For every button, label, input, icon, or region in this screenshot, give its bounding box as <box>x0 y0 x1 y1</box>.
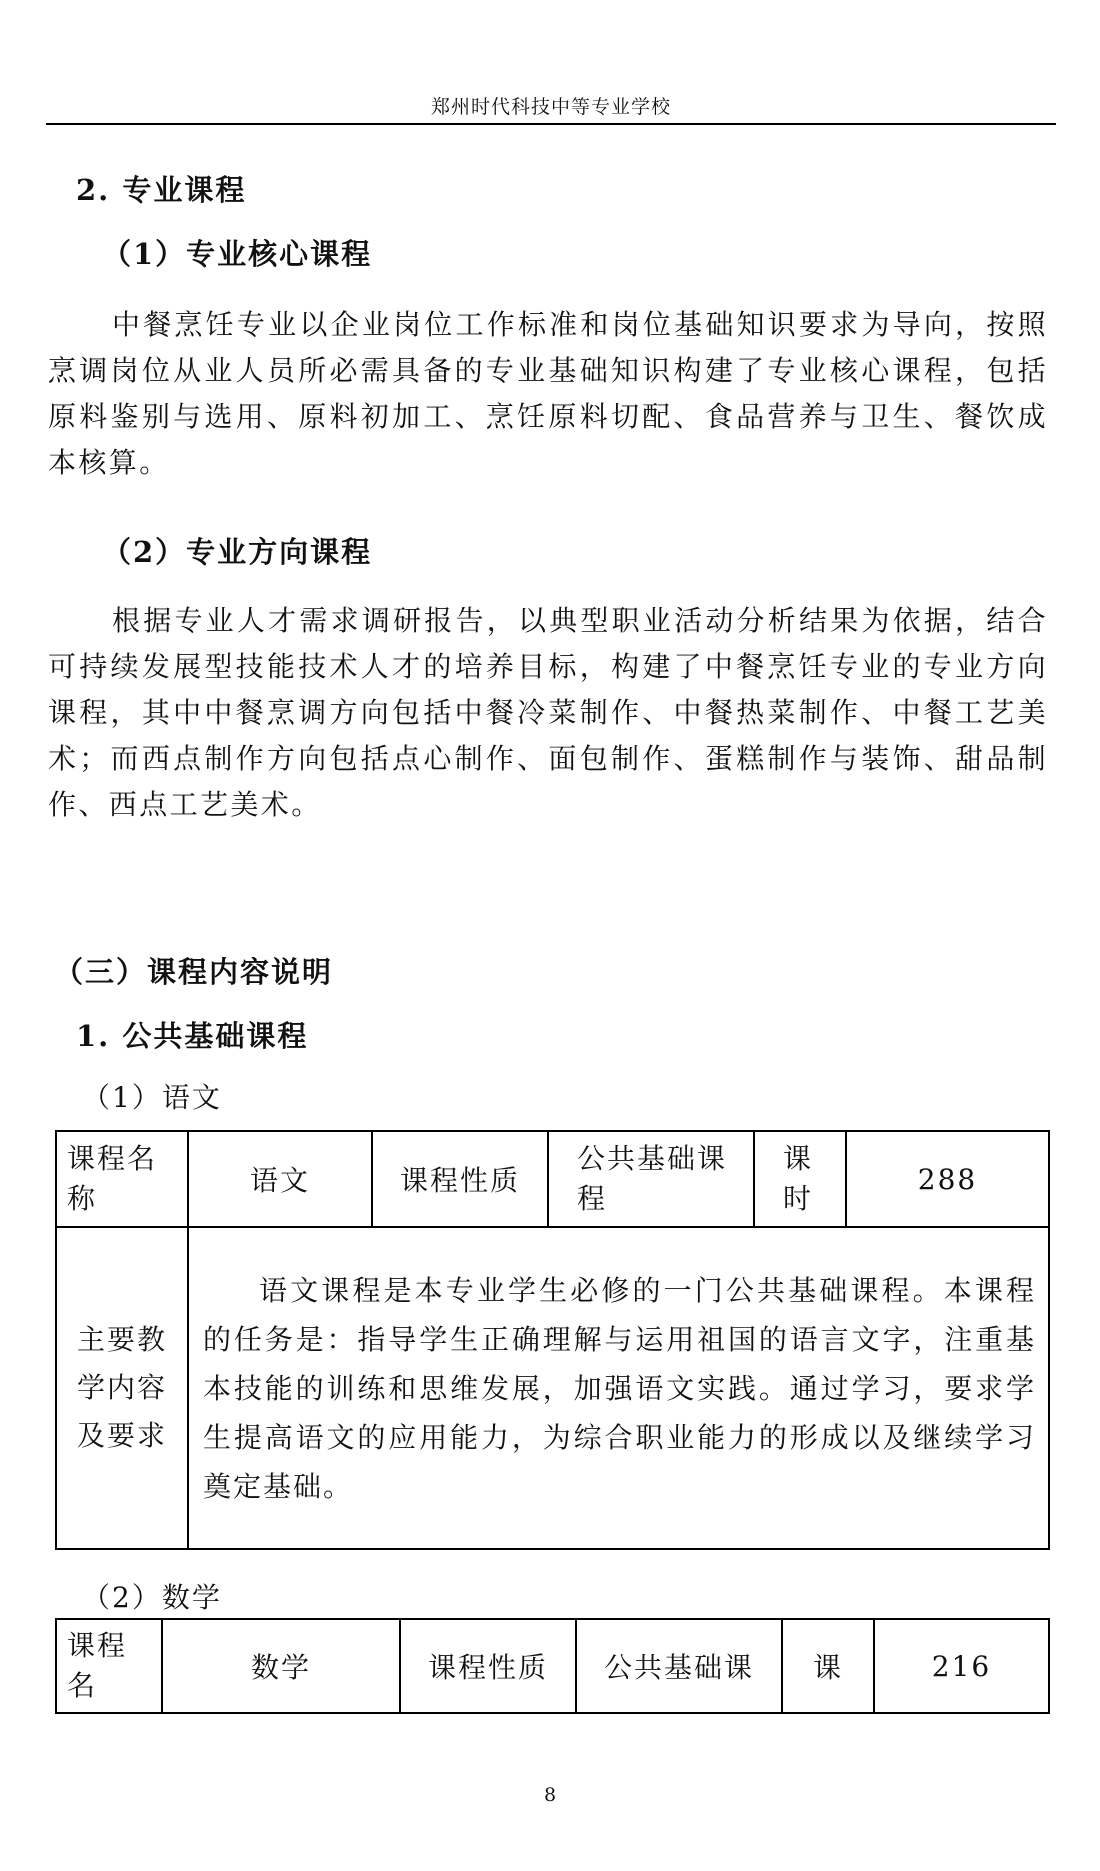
course-table-chinese <box>55 1130 1050 1550</box>
course-nature-label: 课程性质 <box>372 1131 548 1227</box>
paragraph-core-courses: 中餐烹饪专业以企业岗位工作标准和岗位基础知识要求为导向，按照烹调岗位从业人员所必需具备的专业基础知识构建了专业核心课程，包括原料鉴别与选用、原料初加工、烹饪原料切配、食品营养与卫生、餐饮成本核算。 <box>48 308 1048 479</box>
course-name-value: 语文 <box>188 1131 372 1227</box>
subheading-public-basic-courses: 1. 公共基础课程 <box>76 1019 309 1053</box>
course-content-label: 主要教学内容及要求 <box>56 1227 188 1549</box>
course-name-label: 课程名称 <box>56 1131 188 1227</box>
course-label-math: （2）数学 <box>82 1581 222 1614</box>
subheading-direction-courses: （2）专业方向课程 <box>102 535 373 569</box>
table-row <box>56 1227 1049 1549</box>
course-hours-label: 课时 <box>754 1131 846 1227</box>
course-label-chinese: （1）语文 <box>82 1081 222 1114</box>
course-hours-value: 288 <box>846 1131 1049 1227</box>
course-name-label: 课程名 <box>56 1619 162 1713</box>
subheading-core-courses: （1）专业核心课程 <box>102 237 373 271</box>
paragraph-direction-courses: 根据专业人才需求调研报告，以典型职业活动分析结果为依据，结合可持续发展型技能技术人才的培养目标，构建了中餐烹饪专业的专业方向课程，其中中餐烹调方向包括中餐冷菜制作、中餐热菜制作、中餐工艺美术；而西点制作方向包括点心制作、面包制作、蛋糕制作与装饰、甜品制作、西点工艺美术。 <box>48 604 1048 821</box>
section-heading-course-content: （三）课程内容说明 <box>54 955 334 989</box>
table-row <box>56 1619 1049 1713</box>
course-table-math <box>55 1618 1050 1714</box>
course-hours-value: 216 <box>874 1619 1049 1713</box>
course-hours-label: 课 <box>782 1619 874 1713</box>
page-number: 8 <box>543 1784 557 1806</box>
course-content-text: 语文课程是本专业学生必修的一门公共基础课程。本课程的任务是：指导学生正确理解与运用祖国的语言文字，注重基本技能的训练和思维发展，加强语文实践。通过学习，要求学生提高语文的应用能力，为综合职业能力的形成以及继续学习奠定基础。 <box>188 1227 1049 1549</box>
page-header-school-name: 郑州时代科技中等专业学校 <box>430 96 671 118</box>
course-nature-value: 公共基础课程 <box>548 1131 754 1227</box>
header-divider <box>46 123 1056 125</box>
course-nature-value: 公共基础课 <box>576 1619 782 1713</box>
section-heading-professional-courses: 2. 专业课程 <box>76 173 247 207</box>
table-row <box>56 1131 1049 1227</box>
course-name-value: 数学 <box>162 1619 400 1713</box>
course-nature-label: 课程性质 <box>400 1619 576 1713</box>
